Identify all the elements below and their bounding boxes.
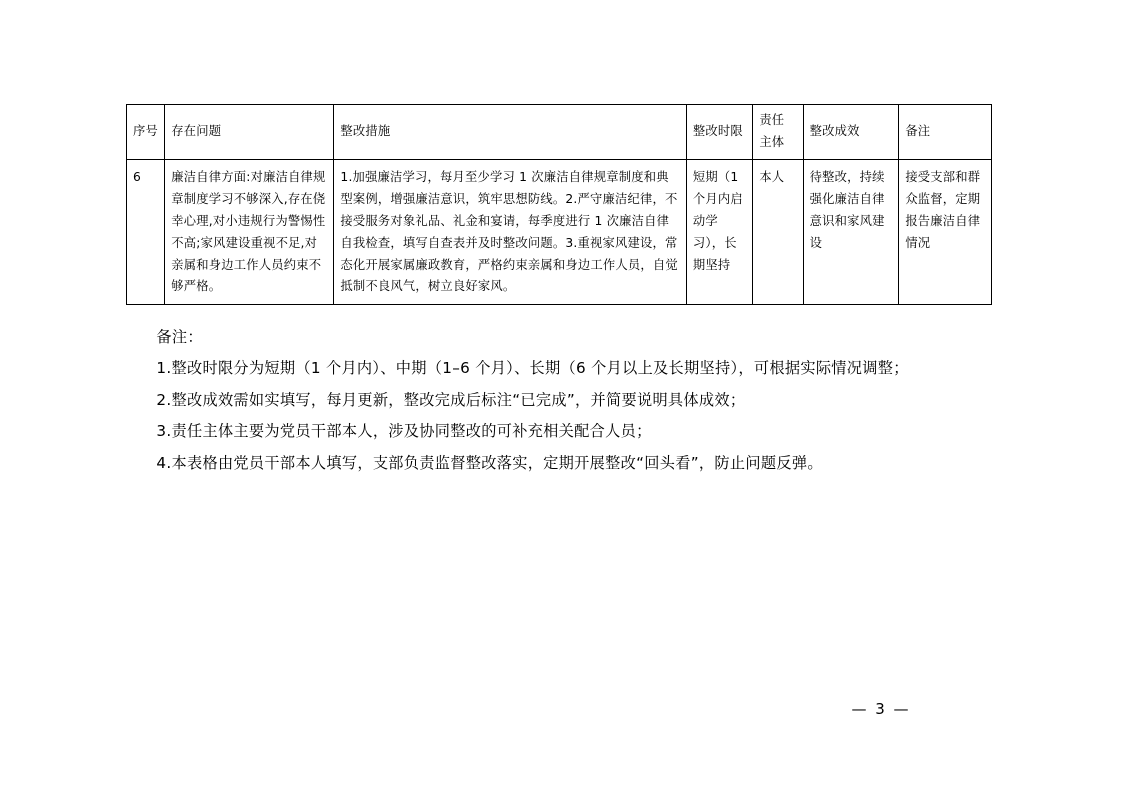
table-body [127, 160, 992, 305]
note-item-2: 2.整改成效需如实填写，每月更新，整改完成后标注“已完成”，并简要说明具体成效； [156, 390, 746, 409]
cell-deadline: 短期（1 个月内启动学习），长期坚持 [686, 160, 752, 305]
cell-problem: 廉洁自律方面:对廉洁自律规章制度学习不够深入,存在侥幸心理,对小违规行为警惕性不高;家风建设重视不足,对亲属和身边工作人员约束不够严格。 [165, 160, 334, 305]
cell-responsible: 本人 [753, 160, 803, 305]
cell-measure: 1.加强廉洁学习，每月至少学习 1 次廉洁自律规章制度和典型案例，增强廉洁意识，筑牢思想防线。2.严守廉洁纪律，不接受服务对象礼品、礼金和宴请，每季度进行 1 次廉洁自律自我检查，填写自查表并及时整改问题。3.重视家风建设，常态化开展家属廉政教育，严格约束亲属和身边工作人员，自觉抵制不良风气，树立良好家风。 [334, 160, 686, 305]
note-item-4: 4.本表格由党员干部本人填写，支部负责监督整改落实，定期开展整改“回头看”，防止问题反弹。 [156, 453, 823, 472]
cell-note: 接受支部和群众监督，定期报告廉洁自律情况 [899, 160, 992, 305]
table-row [127, 160, 992, 305]
note-item-1: 1.整改时限分为短期（1 个月内）、中期（1–6 个月）、长期（6 个月以上及长期坚持），可根据实际情况调整； [156, 359, 909, 378]
notes-title: 备注： [156, 328, 203, 346]
cell-effect: 待整改，持续强化廉洁自律意识和家风建设 [803, 160, 899, 305]
column-header-seq: 序号 [127, 105, 165, 160]
column-header-note: 备注 [899, 105, 992, 160]
notes-section [126, 322, 992, 479]
page-number: — 3 — [851, 700, 911, 718]
column-header-responsible: 责任主体 [753, 105, 803, 160]
column-header-deadline: 整改时限 [686, 105, 752, 160]
column-header-effect: 整改成效 [803, 105, 899, 160]
rectification-table [126, 104, 992, 305]
table-header-row [127, 105, 992, 160]
table-header [127, 105, 992, 160]
cell-seq: 6 [127, 160, 165, 305]
column-header-problem: 存在问题 [165, 105, 334, 160]
column-header-measure: 整改措施 [334, 105, 686, 160]
note-item-3: 3.责任主体主要为党员干部本人，涉及协同整改的可补充相关配合人员； [156, 422, 652, 441]
